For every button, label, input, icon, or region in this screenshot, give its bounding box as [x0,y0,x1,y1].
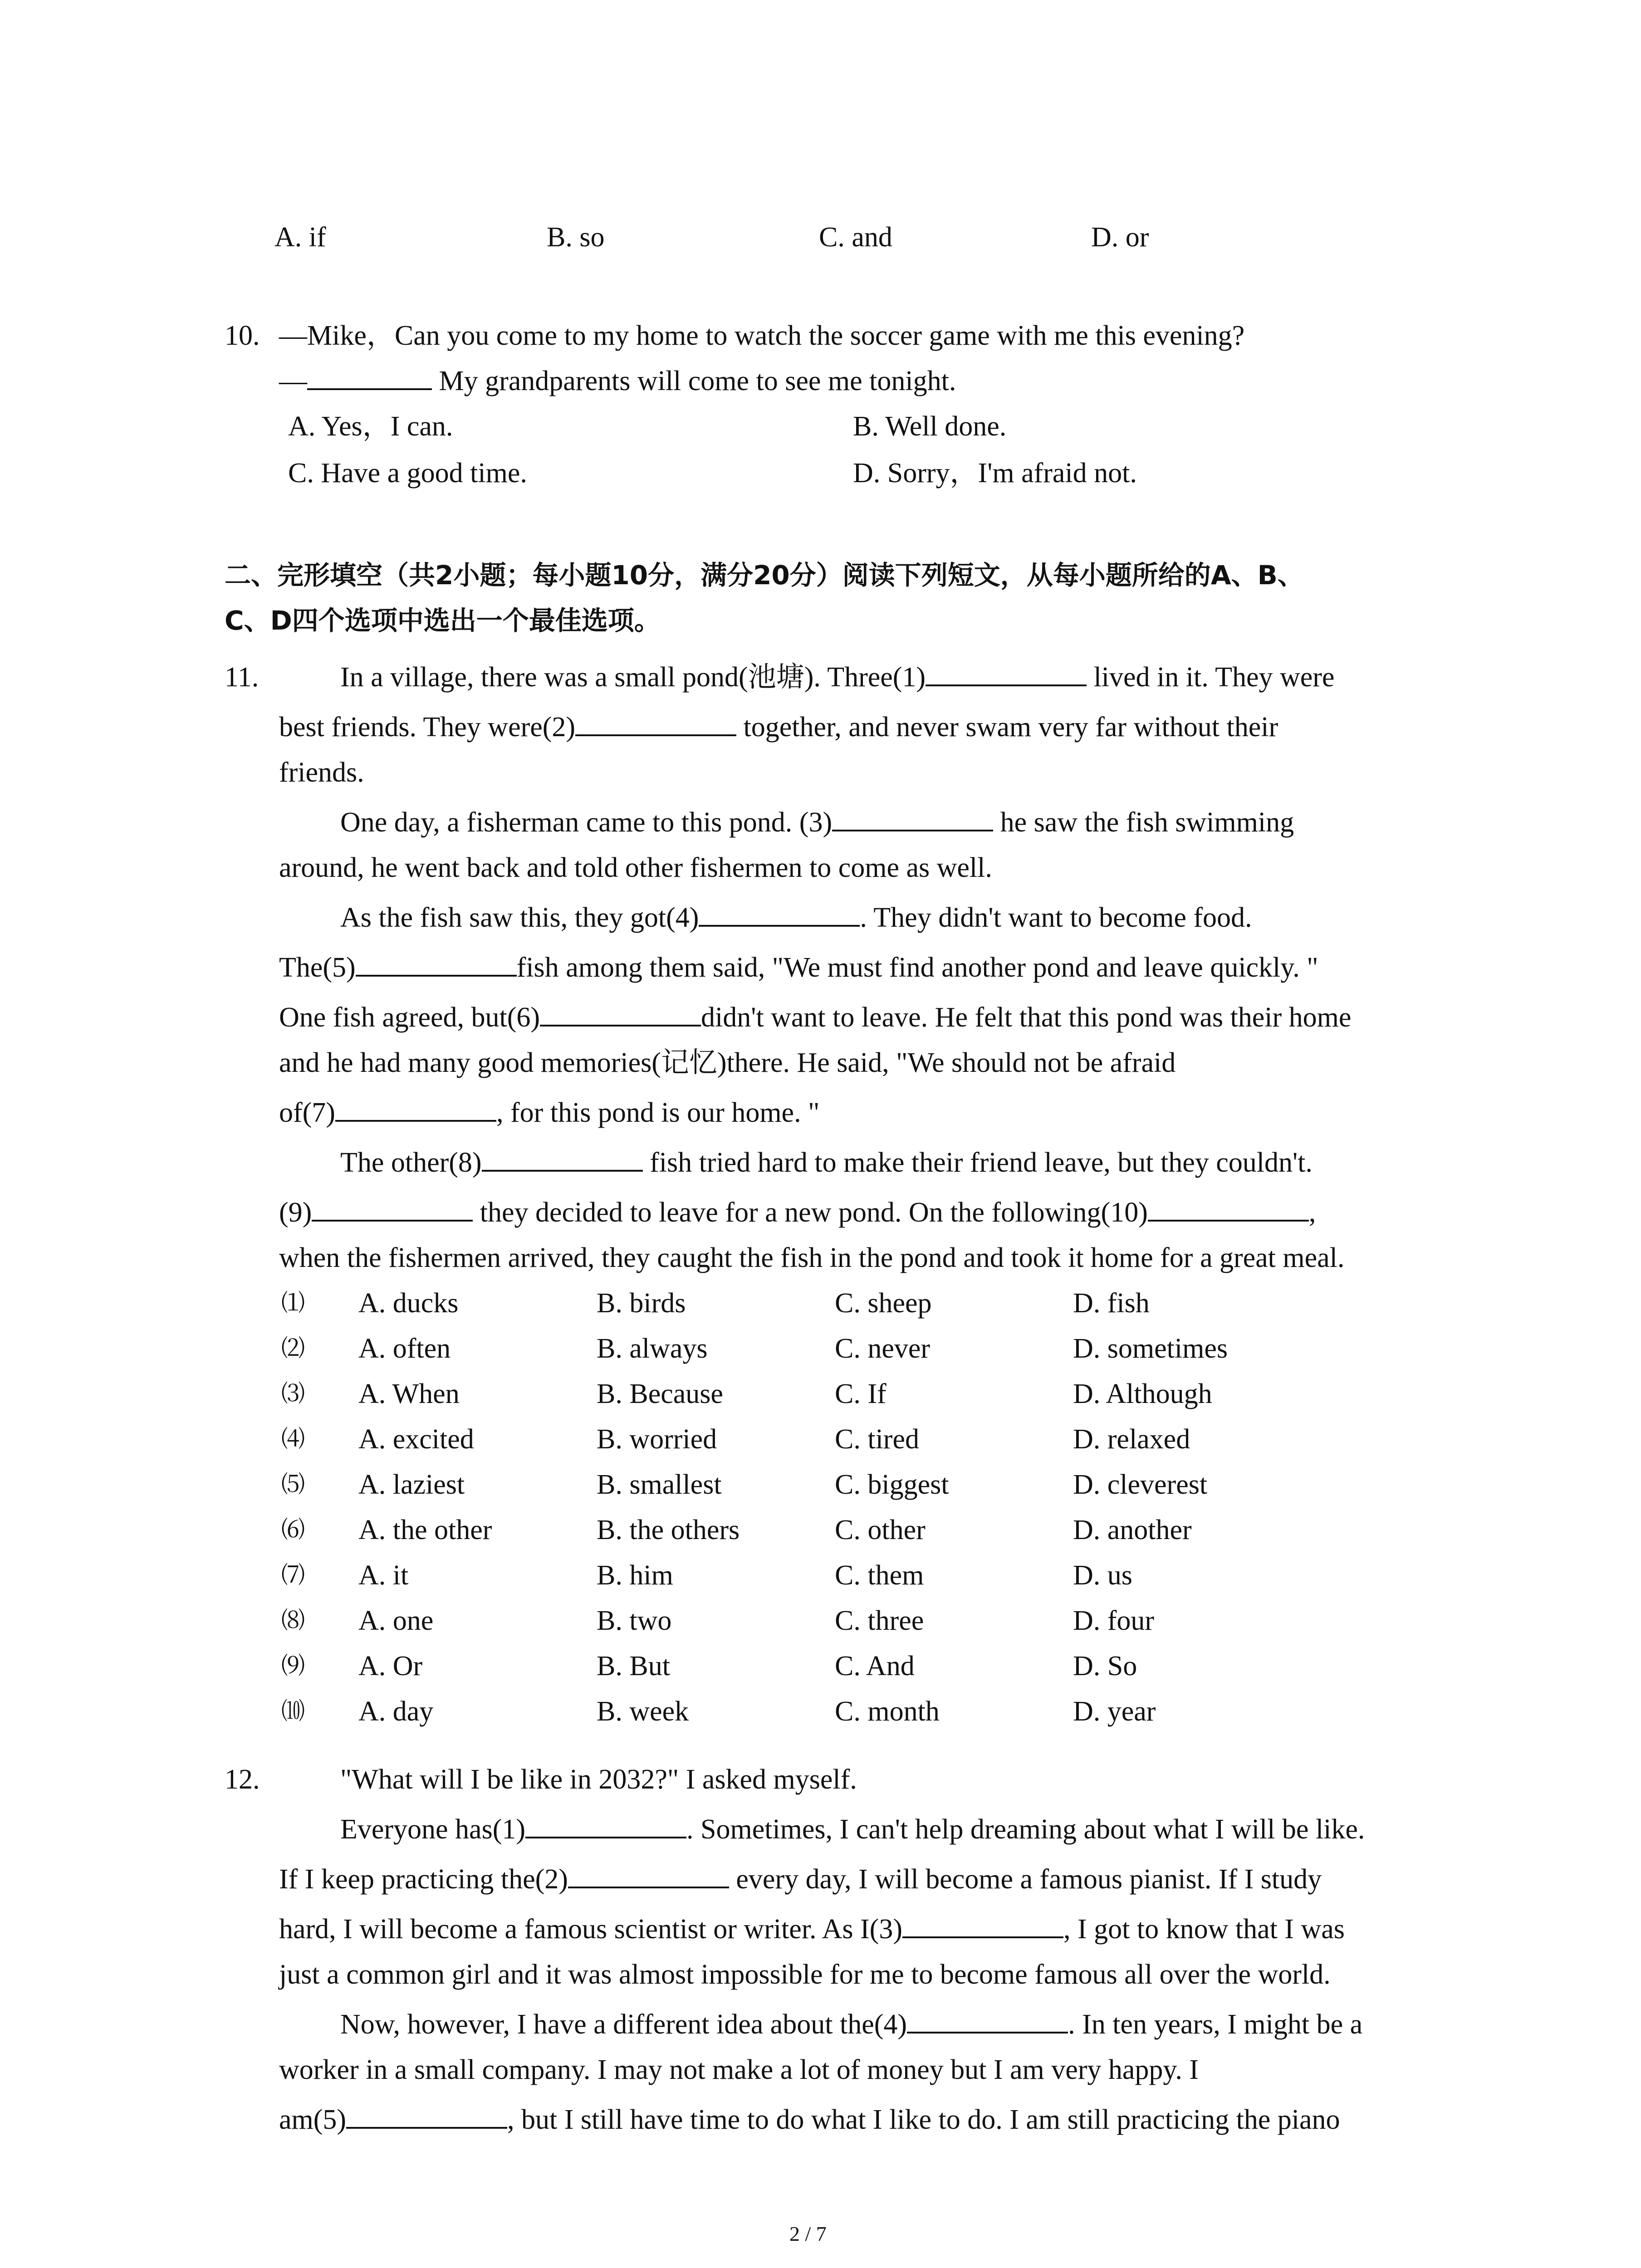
text: am(5) [279,2104,347,2135]
text: . In ten years, I might be a [1068,2009,1363,2040]
option-d: D. us [1073,1560,1132,1591]
blank-1 [926,657,1087,686]
q11-line-12 [279,1192,1316,1233]
text: One day, a fisherman came to this pond. (3) [340,807,833,838]
blank-6 [540,997,701,1026]
section-heading-line2: C、D四个选项中选出一个最佳选项。 [225,605,661,636]
option-c: C. three [835,1605,924,1636]
q11-line-11 [340,1142,1313,1183]
text: The other(8) [340,1147,482,1178]
text: The(5) [279,952,356,983]
section-heading-line1: 二、完形填空（共2小题；每小题10分，满分20分）阅读下列短文，从每小题所给的A、B、 [225,560,1304,591]
option-d: D. sometimes [1073,1333,1228,1364]
q11-line-13: when the fishermen arrived, they caught the fish in the pond and took it home for a great meal. [279,1242,1345,1273]
option-b: B. him [597,1560,673,1591]
q11-line-10 [279,1092,819,1133]
text: hard, I will become a famous scientist or writer. As I(3) [279,1914,902,1945]
option-d: D. fish [1073,1288,1150,1319]
option-a: A. day [358,1696,434,1727]
text: . Sometimes, I can't help dreaming about what I will be like. [686,1814,1365,1845]
q10-option-a: A. Yes，I can. [288,411,453,442]
q10-option-b: B. Well done. [853,411,1007,442]
option-a: A. laziest [358,1469,465,1500]
reply-dash: — [279,366,307,396]
q11-line-8 [279,997,1351,1038]
q11-line-3: friends. [279,757,364,788]
option-c: C. And [835,1651,915,1681]
q12-number: 12. [225,1764,260,1795]
blank-9 [312,1193,473,1222]
answer-blank [307,361,432,390]
text: (9) [279,1197,312,1228]
text: together, and never swam very far without their [736,712,1279,743]
option-b: B. birds [597,1288,686,1319]
option-a: A. When [358,1378,460,1409]
option-c: C. If [835,1378,887,1409]
option-c: C. sheep [835,1288,932,1319]
option-row-number: ⑺ [281,1562,305,1589]
option-row-number: ⑻ [281,1607,305,1634]
option-a: A. often [358,1333,451,1364]
blank-4 [699,898,860,927]
blank-3 [902,1909,1063,1938]
q12-line-8 [279,2099,1340,2140]
text: fish tried hard to make their friend leave, but they couldn't. [642,1147,1313,1178]
q10-option-d: D. Sorry，I'm afraid not. [853,458,1137,489]
q12-line-1: "What will I be like in 2032?" I asked myself. [340,1764,857,1795]
option-b: B. two [597,1605,672,1636]
text: If I keep practicing the(2) [279,1864,568,1895]
text: they decided to leave for a new pond. On the following(10) [473,1197,1148,1228]
option-d: D. year [1073,1696,1156,1727]
q11-line-4 [340,802,1294,843]
q9-option-a: A. if [274,222,326,253]
option-row-number: ⑼ [281,1652,305,1680]
q9-option-c: C. and [819,222,892,253]
blank-3 [832,802,993,831]
option-c: C. biggest [835,1469,949,1500]
text: didn't want to leave. He felt that this pond was their home [701,1002,1352,1033]
option-row-number: ⑴ [281,1290,305,1317]
option-d: D. Although [1073,1378,1212,1409]
option-b: B. week [597,1696,689,1727]
q10-number: 10. [225,320,260,351]
text: every day, I will become a famous pianist. If I study [729,1864,1322,1895]
option-d: D. relaxed [1073,1424,1190,1455]
q11-line-2 [279,707,1278,748]
option-a: A. one [358,1605,434,1636]
option-c: C. month [835,1696,940,1727]
text: he saw the fish swimming [993,807,1294,838]
blank-7 [335,1093,496,1122]
text: , [1308,1197,1316,1228]
option-d: D. another [1073,1515,1192,1545]
blank-5 [346,2100,507,2129]
q9-option-b: B. so [547,222,605,253]
q12-line-6 [340,2004,1362,2045]
option-a: A. ducks [358,1288,459,1319]
option-b: B. worried [597,1424,717,1455]
blank-10 [1148,1193,1309,1222]
reply-text: My grandparents will come to see me tonight. [432,366,956,396]
text: In a village, there was a small pond(池塘). Three(1) [340,662,926,693]
page-number: 2 / 7 [789,2222,827,2245]
q10-option-c: C. Have a good time. [288,458,527,489]
option-a: A. Or [358,1651,423,1681]
q11-line-9: and he had many good memories(记忆)there. He said, "We should not be afraid [279,1047,1176,1078]
option-b: B. always [597,1333,708,1364]
q11-line-5: around, he went back and told other fishermen to come as well. [279,852,992,883]
text: fish among them said, "We must find another pond and leave quickly. " [516,952,1318,983]
q10-question: —Mike，Can you come to my home to watch the soccer game with me this evening? [279,320,1245,351]
text: Now, however, I have a different idea about the(4) [340,2009,907,2040]
q11-number: 11. [225,662,259,693]
text: , for this pond is our home. " [496,1097,820,1128]
option-row-number: ⑶ [281,1380,305,1408]
option-c: C. never [835,1333,931,1364]
option-row-number: ⑸ [281,1471,305,1498]
option-b: B. Because [597,1378,723,1409]
option-d: D. So [1073,1651,1137,1681]
text: As the fish saw this, they got(4) [340,902,699,933]
option-c: C. tired [835,1424,919,1455]
blank-1 [525,1809,686,1838]
option-c: C. them [835,1560,924,1591]
q12-line-2 [340,1809,1365,1850]
option-a: A. the other [358,1515,492,1545]
option-b: B. the others [597,1515,740,1545]
option-a: A. it [358,1560,409,1591]
text: . They didn't want to become food. [860,902,1252,933]
option-d: D. cleverest [1073,1469,1208,1500]
option-row-number: ⑷ [281,1426,305,1453]
option-row-number: ⑵ [281,1335,305,1362]
option-a: A. excited [358,1424,474,1455]
blank-2 [568,1859,729,1888]
q11-line-6 [340,897,1252,938]
blank-5 [356,948,517,977]
blank-2 [575,707,736,736]
q12-line-7: worker in a small company. I may not make a lot of money but I am very happy. I [279,2054,1199,2085]
q12-line-3 [279,1859,1322,1900]
q12-line-4 [279,1909,1345,1950]
blank-4 [907,2004,1068,2033]
q9-option-d: D. or [1091,222,1149,253]
option-b: B. But [597,1651,670,1681]
text: , I got to know that I was [1063,1914,1345,1945]
text: One fish agreed, but(6) [279,1002,540,1033]
option-d: D. four [1073,1605,1155,1636]
q11-line-7 [279,947,1318,988]
option-c: C. other [835,1515,926,1545]
q12-line-5: just a common girl and it was almost impossible for me to become famous all over the world. [279,1959,1331,1990]
option-b: B. smallest [597,1469,722,1500]
option-row-number: ⑽ [281,1698,305,1725]
option-row-number: ⑹ [281,1516,305,1544]
q11-line-1 [340,657,1334,698]
text: Everyone has(1) [340,1814,525,1845]
text: , but I still have time to do what I like to do. I am still practicing the piano [507,2104,1340,2135]
text: best friends. They were(2) [279,712,576,743]
blank-8 [482,1143,643,1172]
q10-reply-line [279,361,956,401]
text: lived in it. They were [1087,662,1335,693]
text: of(7) [279,1097,335,1128]
